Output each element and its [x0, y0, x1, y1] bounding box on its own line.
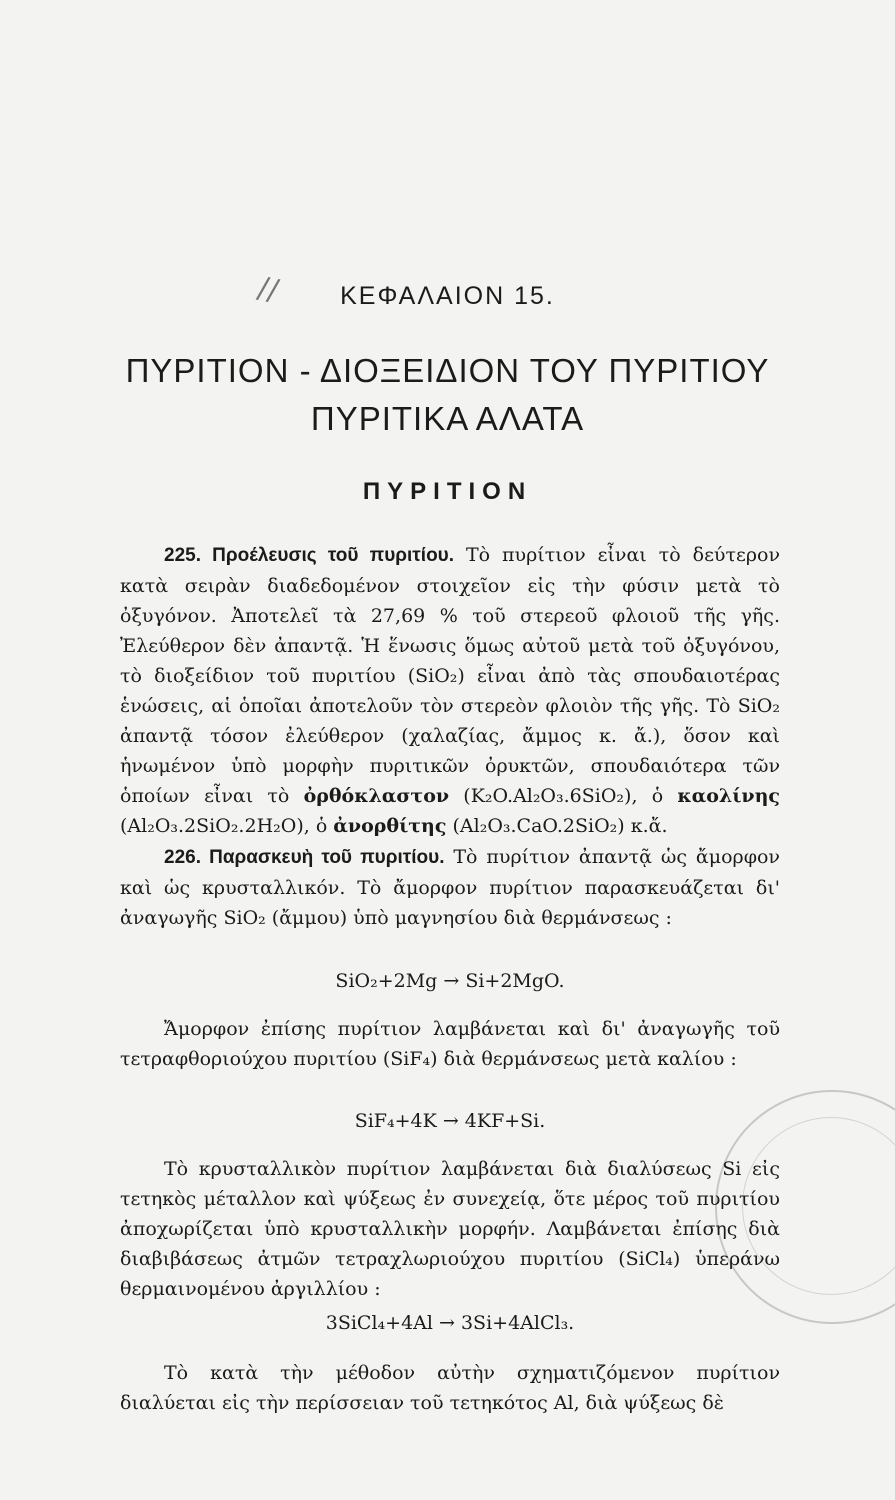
equation-magnesium-reduction: SiO₂+2Mg → Si+2MgO.	[335, 970, 565, 992]
equation-potassium-reduction: SiF₄+4K → 4KF+Si.	[354, 1110, 546, 1132]
paragraph-225-text: Τὸ πυρίτιον εἶναι τὸ δεύτερον κατὰ σειρὰν διαδεδομένον στοιχεῖον εἰς τὴν φύσιν μετὰ τὸ ὀξυγόνον. Ἀποτελεῖ τὰ 27,69 % τοῦ στερεοῦ φλοιοῦ τῆς γῆς. Ἐλεύθερον δὲν ἀπαντᾷ. Ἡ ἕνωσις ὅμως αὐτοῦ μετὰ τοῦ ὀξυγόνου, τὸ διοξείδιον τοῦ πυριτίου (SiO₂) εἶναι ἀπὸ τὰς σπουδαιοτέρας ἑνώσεις, αἱ ὁποῖαι ἀποτελοῦν τὸν στερεὸν φλοιὸν τῆς γῆς. Τὸ SiO₂ ἀπαντᾷ τόσον ἐλεύθερον (χαλαζίας, ἄμμος κ. ἄ.), ὅσον καὶ ἡνωμένον ὑπὸ μορφὴν πυριτικῶν ὀρυκτῶν, σπουδαιότερα τῶν ὁποίων εἶναι τὸ	[120, 544, 780, 807]
paragraph-225-text-3: (Al₂O₃.2SiO₂.2H₂O), ὁ	[120, 815, 334, 837]
paragraph-225-text-2: (K₂O.Al₂O₃.6SiO₂), ὁ	[449, 785, 678, 807]
term-anorthite: ἀνορθίτης	[333, 815, 447, 837]
paragraph-226	[120, 842, 780, 933]
pencil-mark: //	[254, 270, 282, 309]
equation-aluminium-reduction: 3SiCl₄+4Al → 3Si+4AlCl₃.	[325, 1312, 575, 1334]
chapter-title-line-2: ΠΥΡΙΤΙΚΑ ΑΛΑΤΑ	[310, 400, 585, 437]
paragraph-crystalline: Τὸ κρυσταλλικὸν πυρίτιον λαμβάνεται διὰ διαλύσεως Si εἰς τετηκὸς μέταλλον καὶ ψύξεως ἐν συνεχείᾳ, ὅτε μέρος τοῦ πυριτίου ἀποχωρίζεται ὑπὸ κρυσταλλικὴν μορφήν. Λαμβάνεται ἐπίσης διὰ διαβιβάσεως ἀτμῶν τετραχλωριούχου πυριτίου (SiCl₄) ὑπεράνω θερμαινομένου ἀργιλλίου :	[120, 1158, 780, 1300]
term-orthoclase: ὀρθόκλαστον	[303, 785, 450, 807]
chapter-label: ΚΕΦΑΛΑΙΟΝ 15.	[340, 282, 555, 310]
chapter-title-line-1: ΠΥΡΙΤΙΟΝ - ΔΙΟΞΕΙΔΙΟΝ ΤΟΥ ΠΥΡΙΤΙΟΥ	[125, 352, 770, 389]
paragraph-final: Τὸ κατὰ τὴν μέθοδον αὐτὴν σχηματιζόμενον πυρίτιον διαλύεται εἰς τὴν περίσσειαν τοῦ τετηκότος Al, διὰ ψύξεως δὲ	[120, 1362, 780, 1414]
paragraph-225-text-4: (Al₂O₃.CaO.2SiO₂) κ.ἄ.	[446, 815, 668, 837]
term-kaolinite: καολίνης	[677, 785, 780, 807]
paragraph-amorphous: Ἄμορφον ἐπίσης πυρίτιον λαμβάνεται καὶ δι' ἀναγωγῆς τοῦ τετραφθοριούχου πυριτίου (SiF₄) διὰ θερμάνσεως μετὰ καλίου :	[120, 1018, 780, 1070]
paragraph-225	[120, 540, 780, 841]
paragraph-226-text: Τὸ πυρίτιον ἀπαντᾷ ὡς ἄμορφον καὶ ὡς κρυσταλλικόν. Τὸ ἄμορφον πυρίτιον παρασκευάζεται δι' ἀναγωγῆς SiO₂ (ἄμμου) ὑπὸ μαγνησίου διὰ θερμάνσεως :	[120, 846, 780, 929]
paragraph-226-heading: 226. Παρασκευὴ τοῦ πυριτίου.	[164, 847, 445, 868]
paragraph-225-heading: 225. Προέλευσις τοῦ πυριτίου.	[164, 545, 455, 566]
section-title: ΠΥΡΙΤΙΟΝ	[362, 478, 533, 505]
